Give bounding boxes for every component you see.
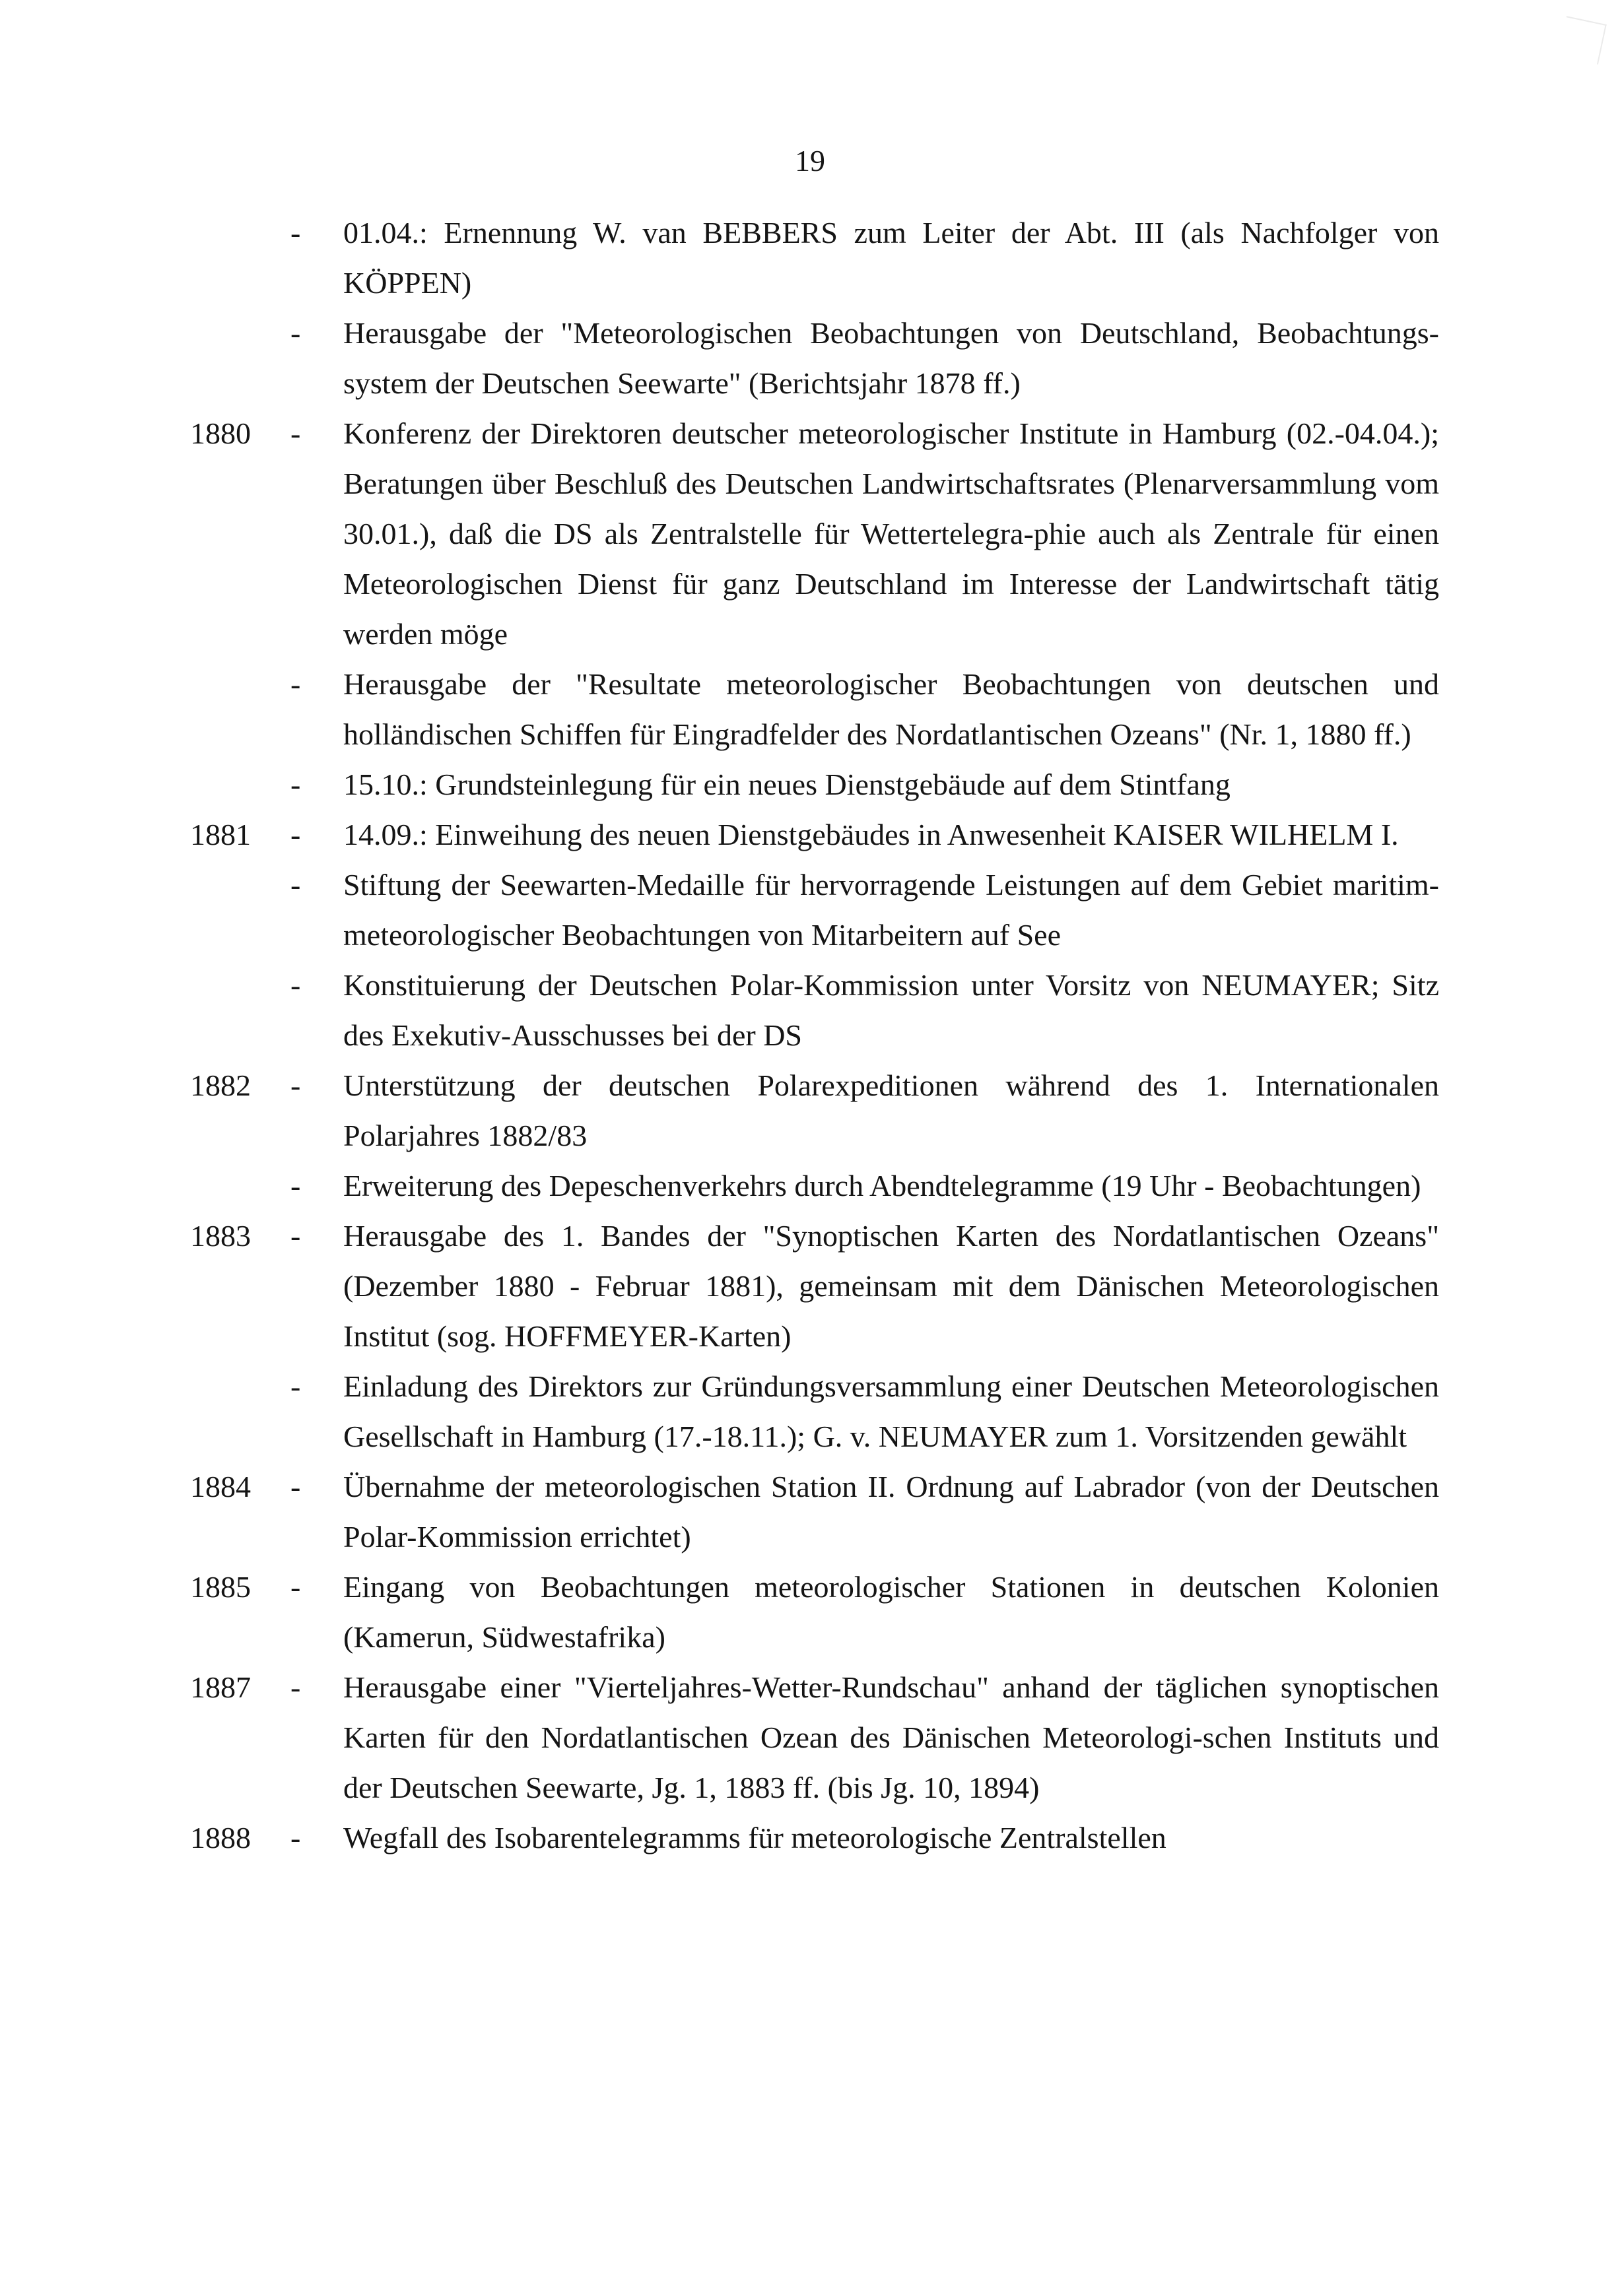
chronology-entry	[0, 409, 1620, 659]
chronology-entry	[0, 1462, 1620, 1562]
entry-dash: -	[290, 968, 301, 1002]
entry-dash: -	[290, 1470, 301, 1503]
chronology-entry	[0, 1361, 1620, 1462]
chronology-entry	[0, 1061, 1620, 1161]
chronology-list	[0, 208, 1620, 1863]
chronology-entry	[0, 208, 1620, 308]
entry-year: 1883	[190, 1219, 251, 1253]
entry-text: Herausgabe der "Meteorologischen Beobachtungen von Deutschland, Beobachtungs-system der Deutschen Seewarte" (Berichtsjahr 1878 ff.)	[343, 316, 1439, 400]
chronology-entry	[0, 1211, 1620, 1361]
page-number: 19	[795, 144, 825, 178]
scan-corner-mark	[1558, 16, 1607, 65]
entry-text: Herausgabe einer "Vierteljahres-Wetter-Rundschau" anhand der täglichen synoptischen Karten für den Nordatlantischen Ozean des Dänischen Meteorologi-schen Instituts und der Deutschen Seewarte, Jg. 1, 1883 ff. (bis Jg. 10, 1894)	[343, 1670, 1439, 1804]
chronology-entry	[0, 960, 1620, 1061]
entry-dash: -	[290, 868, 301, 902]
entry-year: 1884	[190, 1470, 251, 1503]
entry-dash: -	[290, 1219, 301, 1253]
entry-dash: -	[290, 1369, 301, 1403]
chronology-entry	[0, 1562, 1620, 1662]
entry-text: 15.10.: Grundsteinlegung für ein neues Dienstgebäude auf dem Stintfang	[343, 768, 1231, 801]
chronology-entry	[0, 1662, 1620, 1813]
entry-dash: -	[290, 1570, 301, 1604]
chronology-entry	[0, 659, 1620, 760]
entry-dash: -	[290, 316, 301, 350]
chronology-entry	[0, 810, 1620, 860]
entry-text: 14.09.: Einweihung des neuen Dienstgebäudes in Anwesenheit KAISER WILHELM I.	[343, 818, 1399, 851]
entry-dash: -	[290, 1169, 301, 1202]
entry-text: Übernahme der meteorologischen Station II. Ordnung auf Labrador (von der Deutschen Polar-Kommission errichtet)	[343, 1470, 1439, 1554]
entry-text: Herausgabe der "Resultate meteorologischer Beobachtungen von deutschen und holländischen Schiffen für Eingradfelder des Nordatlantischen Ozeans" (Nr. 1, 1880 ff.)	[343, 667, 1439, 751]
chronology-entry	[0, 860, 1620, 960]
entry-text: Wegfall des Isobarentelegramms für meteorologische Zentralstellen	[343, 1821, 1166, 1854]
chronology-entry	[0, 760, 1620, 810]
entry-dash: -	[290, 667, 301, 701]
entry-text: 01.04.: Ernennung W. van BEBBERS zum Leiter der Abt. III (als Nachfolger von KÖPPEN)	[343, 216, 1439, 300]
entry-text: Unterstützung der deutschen Polarexpeditionen während des 1. Internationalen Polarjahres 1882/83	[343, 1068, 1439, 1152]
entry-year: 1885	[190, 1570, 251, 1604]
entry-text: Konferenz der Direktoren deutscher meteorologischer Institute in Hamburg (02.-04.04.); Beratungen über Beschluß des Deutschen Landwirtschaftsrates (Plenarversammlung vom 30.01.), daß die DS als Zentralstelle für Wettertelegra-phie auch als Zentrale für einen Meteorologischen Dienst für ganz Deutschland im Interesse der Landwirtschaft tätig werden möge	[343, 416, 1439, 651]
entry-year: 1882	[190, 1068, 251, 1102]
entry-dash: -	[290, 818, 301, 851]
entry-year: 1888	[190, 1821, 251, 1854]
entry-text: Stiftung der Seewarten-Medaille für hervorragende Leistungen auf dem Gebiet maritim-meteorologischer Beobachtungen von Mitarbeitern auf See	[343, 868, 1439, 952]
entry-text: Eingang von Beobachtungen meteorologischer Stationen in deutschen Kolonien (Kamerun, Südwestafrika)	[343, 1570, 1439, 1654]
entry-year: 1887	[190, 1670, 251, 1704]
entry-text: Konstituierung der Deutschen Polar-Kommission unter Vorsitz von NEUMAYER; Sitz des Exekutiv-Ausschusses bei der DS	[343, 968, 1439, 1052]
entry-dash: -	[290, 1821, 301, 1854]
chronology-entry	[0, 1161, 1620, 1211]
entry-year: 1880	[190, 416, 251, 450]
entry-dash: -	[290, 216, 301, 249]
entry-dash: -	[290, 1670, 301, 1704]
entry-dash: -	[290, 768, 301, 801]
entry-dash: -	[290, 416, 301, 450]
entry-year: 1881	[190, 818, 251, 851]
chronology-entry	[0, 308, 1620, 409]
entry-dash: -	[290, 1068, 301, 1102]
chronology-entry	[0, 1813, 1620, 1863]
entry-text: Einladung des Direktors zur Gründungsversammlung einer Deutschen Meteorologischen Gesellschaft in Hamburg (17.-18.11.); G. v. NEUMAYER zum 1. Vorsitzenden gewählt	[343, 1369, 1439, 1453]
entry-text: Herausgabe des 1. Bandes der "Synoptischen Karten des Nordatlantischen Ozeans" (Dezember 1880 - Februar 1881), gemeinsam mit dem Dänischen Meteorologischen Institut (sog. HOFFMEYER-Karten)	[343, 1219, 1439, 1353]
entry-text: Erweiterung des Depeschenverkehrs durch Abendtelegramme (19 Uhr - Beobachtungen)	[343, 1169, 1421, 1202]
